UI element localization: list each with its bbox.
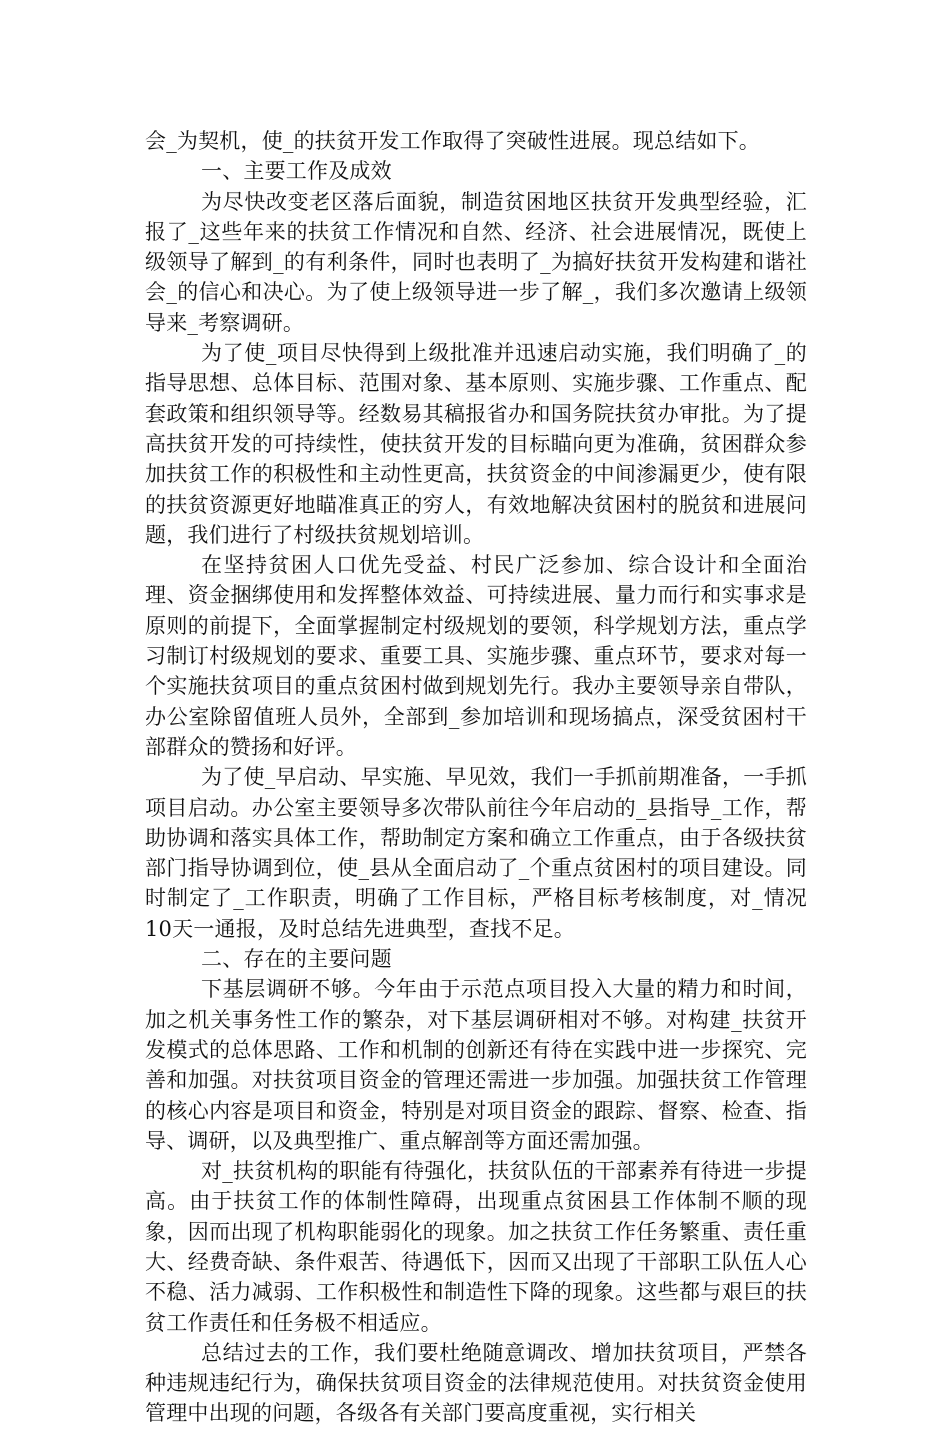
section-heading-problems: 二、存在的主要问题	[201, 947, 392, 972]
paragraph-insufficient-research: 下基层调研不够。今年由于示范点项目投入大量的精力和时间，加之机关事务性工作的繁杂，对下基层调研相对不够。对构建_扶贫开发模式的总体思路、工作和机制的创新还有待在实践中进一步探究、完善和加强。对扶贫项目资金的管理还需进一步加强。加强扶贫工作管理的核心内容是项目和资金，特别是对项目资金的跟踪、督察、检查、指导、调研，以及典型推广、重点解剖等方面还需加强。	[145, 977, 807, 1153]
paragraph-change-old-area: 为尽快改变老区落后面貌，制造贫困地区扶贫开发典型经验，汇报了_这些年来的扶贫工作情况和自然、经济、社会进展情况，既使上级领导了解到_的有利条件，同时也表明了_为搞好扶贫开发构建和谐社会_的信心和决心。为了使上级领导进一步了解_，我们多次邀请上级领导来_考察调研。	[145, 189, 807, 335]
paragraph-institution-functions: 对_扶贫机构的职能有待强化，扶贫队伍的干部素养有待进一步提高。由于扶贫工作的体制性障碍，出现重点贫困县工作体制不顺的现象，因而出现了机构职能弱化的现象。加之扶贫工作任务繁重、责任重大、经费奇缺、条件艰苦、待遇低下，因而又出现了干部职工队伍人心不稳、活力减弱、工作积极性和制造性下降的现象。这些都与艰巨的扶贫工作责任和任务极不相适应。	[145, 1159, 807, 1335]
document-body	[145, 126, 807, 1429]
paragraph-village-planning: 在坚持贫困人口优先受益、村民广泛参加、综合设计和全面治理、资金捆绑使用和发挥整体效益、可持续进展、量力而行和实事求是原则的前提下，全面掌握制定村级规划的要领，科学规划方法，重点学习制订村级规划的要求、重要工具、实施步骤、重点环节，要求对每一个实施扶贫项目的重点贫困村做到规划先行。我办主要领导亲自带队，办公室除留值班人员外，全部到_参加培训和现场搞点，深受贫困村干部群众的赞扬和好评。	[145, 553, 807, 759]
paragraph-summary-past-work: 总结过去的工作，我们要杜绝随意调改、增加扶贫项目，严禁各种违规违纪行为，确保扶贫项目资金的法律规范使用。对扶贫资金使用管理中出现的问题，各级各有关部门要高度重视，实行相关	[145, 1340, 807, 1426]
paragraph-project-launch: 为了使_早启动、早实施、早见效，我们一手抓前期准备，一手抓项目启动。办公室主要领导多次带队前往今年启动的_县指导_工作，帮助协调和落实具体工作，帮助制定方案和确立工作重点，由于各级扶贫部门指导协调到位，使_县从全面启动了_个重点贫困村的项目建设。同时制定了_工作职责，明确了工作目标，严格目标考核制度，对_情况10天一通报，及时总结先进典型，查找不足。	[145, 765, 807, 941]
paragraph-project-approval: 为了使_项目尽快得到上级批准并迅速启动实施，我们明确了_的指导思想、总体目标、范围对象、基本原则、实施步骤、工作重点、配套政策和组织领导等。经数易其稿报省办和国务院扶贫办审批。为了提高扶贫开发的可持续性，使扶贫开发的目标瞄向更为准确，贫困群众参加扶贫工作的积极性和主动性更高，扶贫资金的中间渗漏更少，使有限的扶贫资源更好地瞄准真正的穷人，有效地解决贫困村的脱贫和进展问题，我们进行了村级扶贫规划培训。	[145, 341, 807, 547]
intro-continuation-paragraph: 会_为契机，使_的扶贫开发工作取得了突破性进展。现总结如下。	[145, 129, 760, 153]
section-heading-main-work: 一、主要工作及成效	[201, 159, 392, 184]
